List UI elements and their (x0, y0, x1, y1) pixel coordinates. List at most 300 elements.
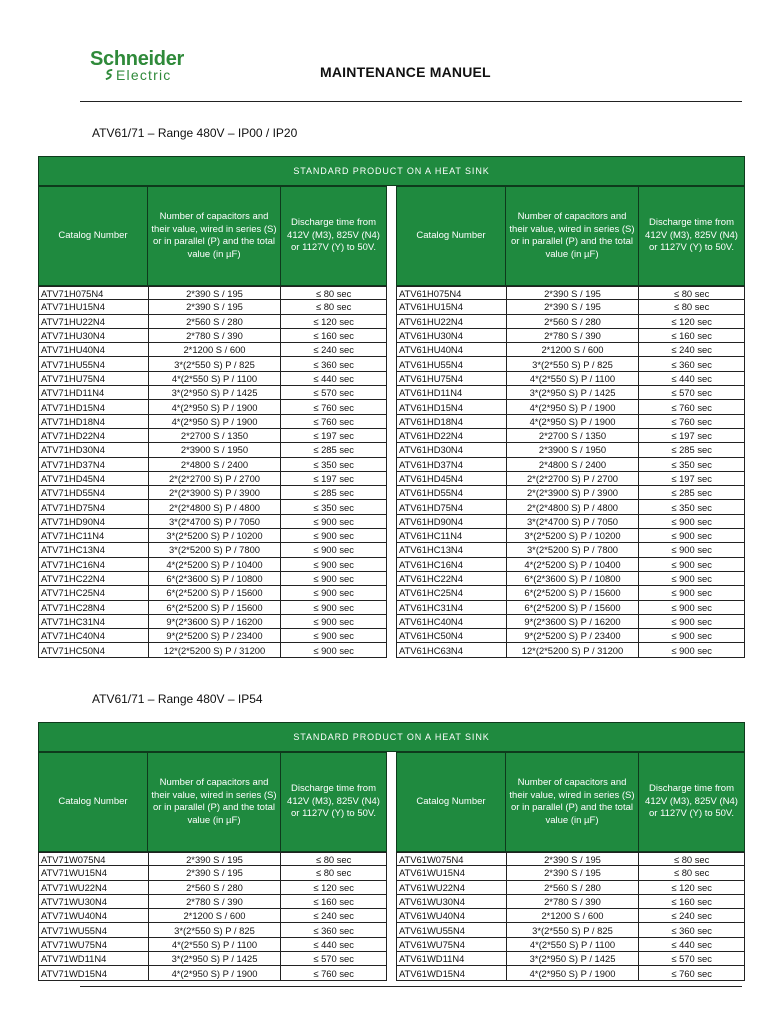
header-capacitors: Number of capacitors and their value, wired in series (S) or in parallel (P) and the total value (in µF) (505, 752, 639, 852)
discharge-time-cell: ≤ 900 sec (281, 615, 387, 628)
catalog-number-cell: ATV61HC31N4 (397, 601, 507, 614)
discharge-time-cell: ≤ 760 sec (281, 966, 387, 979)
discharge-time-cell: ≤ 900 sec (639, 558, 745, 571)
capacitors-cell: 2*390 S / 195 (149, 866, 282, 879)
table-row (39, 500, 387, 514)
catalog-number-cell: ATV61HC40N4 (397, 615, 507, 628)
capacitors-cell: 2*390 S / 195 (149, 287, 282, 299)
discharge-time-cell: ≤ 570 sec (281, 386, 387, 399)
catalog-number-cell: ATV61WU15N4 (397, 866, 507, 879)
table-row (397, 586, 745, 600)
table-row (397, 386, 745, 400)
table-row (39, 429, 387, 443)
table-row (397, 852, 745, 866)
discharge-time-cell: ≤ 160 sec (281, 895, 387, 908)
discharge-time-cell: ≤ 440 sec (281, 372, 387, 385)
catalog-number-cell: ATV61WU22N4 (397, 881, 507, 894)
catalog-number-cell: ATV61HD22N4 (397, 429, 507, 442)
catalog-number-cell: ATV61HD11N4 (397, 386, 507, 399)
discharge-time-cell: ≤ 285 sec (639, 486, 745, 499)
capacitors-cell: 2*1200 S / 600 (149, 909, 282, 922)
logo-wordmark: Schneider (90, 48, 184, 70)
catalog-number-cell: ATV71WD11N4 (39, 952, 149, 965)
section-title-ip00: ATV61/71 – Range 480V – IP00 / IP20 (92, 126, 298, 140)
discharge-time-cell: ≤ 760 sec (281, 400, 387, 413)
capacitors-cell: 2*4800 S / 2400 (507, 458, 640, 471)
table-row (39, 881, 387, 895)
capacitors-cell: 4*(2*950 S) P / 1900 (507, 415, 640, 428)
capacitors-cell: 3*(2*5200 S) P / 10200 (149, 529, 282, 542)
discharge-time-cell: ≤ 120 sec (281, 315, 387, 328)
capacitors-cell: 2*390 S / 195 (507, 300, 640, 313)
table-row (397, 315, 745, 329)
header-catalog-number: Catalog Number (38, 752, 148, 852)
column-header-row (396, 186, 745, 286)
table-body (38, 286, 387, 658)
table-row (397, 343, 745, 357)
discharge-time-cell: ≤ 760 sec (639, 400, 745, 413)
discharge-time-cell: ≤ 240 sec (281, 343, 387, 356)
catalog-number-cell: ATV61HD45N4 (397, 472, 507, 485)
header-discharge-time: Discharge time from 412V (M3), 825V (N4) or 1127V (Y) to 50V. (638, 752, 745, 852)
table-body (396, 286, 745, 658)
discharge-time-cell: ≤ 570 sec (639, 386, 745, 399)
table-row (397, 472, 745, 486)
catalog-number-cell: ATV61HC11N4 (397, 529, 507, 542)
table-row (397, 881, 745, 895)
table-row (397, 357, 745, 371)
capacitors-cell: 4*(2*950 S) P / 1900 (149, 400, 282, 413)
table-left-half (38, 752, 387, 981)
catalog-number-cell: ATV61WU30N4 (397, 895, 507, 908)
table-row (397, 372, 745, 386)
column-header-row (38, 186, 387, 286)
discharge-time-cell: ≤ 760 sec (281, 415, 387, 428)
table-row (397, 601, 745, 615)
table-row (39, 515, 387, 529)
table-row (39, 909, 387, 923)
table-row (397, 329, 745, 343)
catalog-number-cell: ATV71HD45N4 (39, 472, 149, 485)
catalog-number-cell: ATV71WU55N4 (39, 923, 149, 936)
capacitors-cell: 6*(2*5200 S) P / 15600 (149, 586, 282, 599)
table-row (397, 966, 745, 980)
header-discharge-time: Discharge time from 412V (M3), 825V (N4) or 1127V (Y) to 50V. (638, 186, 745, 286)
catalog-number-cell: ATV61HU15N4 (397, 300, 507, 313)
table-row (39, 866, 387, 880)
table-row (397, 543, 745, 557)
capacitors-cell: 3*(2*5200 S) P / 7800 (507, 543, 640, 556)
discharge-time-cell: ≤ 900 sec (639, 629, 745, 642)
table-row (397, 429, 745, 443)
capacitors-cell: 2*2700 S / 1350 (149, 429, 282, 442)
table-row (397, 629, 745, 643)
capacitors-cell: 9*(2*5200 S) P / 23400 (149, 629, 282, 642)
discharge-time-cell: ≤ 440 sec (281, 938, 387, 951)
discharge-time-cell: ≤ 760 sec (639, 415, 745, 428)
capacitors-cell: 9*(2*3600 S) P / 16200 (149, 615, 282, 628)
table-row (39, 643, 387, 657)
header-catalog-number: Catalog Number (38, 186, 148, 286)
discharge-time-cell: ≤ 360 sec (639, 357, 745, 370)
catalog-number-cell: ATV61HC16N4 (397, 558, 507, 571)
catalog-number-cell: ATV71HU30N4 (39, 329, 149, 342)
capacitors-cell: 3*(2*550 S) P / 825 (149, 923, 282, 936)
table-row (397, 529, 745, 543)
table-band-title: STANDARD PRODUCT ON A HEAT SINK (38, 156, 745, 186)
capacitors-cell: 2*1200 S / 600 (507, 343, 640, 356)
catalog-number-cell: ATV61H075N4 (397, 287, 507, 299)
capacitors-cell: 3*(2*950 S) P / 1425 (507, 386, 640, 399)
capacitors-cell: 3*(2*5200 S) P / 10200 (507, 529, 640, 542)
discharge-time-cell: ≤ 900 sec (281, 572, 387, 585)
capacitors-cell: 2*(2*2700 S) P / 2700 (149, 472, 282, 485)
capacitors-cell: 4*(2*5200 S) P / 10400 (507, 558, 640, 571)
discharge-time-cell: ≤ 900 sec (281, 529, 387, 542)
table-row (397, 895, 745, 909)
discharge-time-cell: ≤ 900 sec (639, 601, 745, 614)
discharge-time-cell: ≤ 160 sec (281, 329, 387, 342)
catalog-number-cell: ATV71WU30N4 (39, 895, 149, 908)
catalog-number-cell: ATV71HC31N4 (39, 615, 149, 628)
capacitors-cell: 2*(2*2700 S) P / 2700 (507, 472, 640, 485)
catalog-number-cell: ATV61HC63N4 (397, 643, 507, 656)
header-catalog-number: Catalog Number (396, 186, 506, 286)
capacitors-cell: 9*(2*5200 S) P / 23400 (507, 629, 640, 642)
catalog-number-cell: ATV61WD11N4 (397, 952, 507, 965)
capacitors-cell: 12*(2*5200 S) P / 31200 (507, 643, 640, 656)
table-row (39, 400, 387, 414)
catalog-number-cell: ATV71HU15N4 (39, 300, 149, 313)
capacitors-cell: 3*(2*550 S) P / 825 (507, 357, 640, 370)
catalog-number-cell: ATV61HC50N4 (397, 629, 507, 642)
discharge-time-cell: ≤ 570 sec (639, 952, 745, 965)
discharge-time-cell: ≤ 120 sec (281, 881, 387, 894)
table-row (39, 300, 387, 314)
capacitors-cell: 6*(2*5200 S) P / 15600 (507, 601, 640, 614)
discharge-time-cell: ≤ 120 sec (639, 315, 745, 328)
catalog-number-cell: ATV71HC13N4 (39, 543, 149, 556)
discharge-time-cell: ≤ 80 sec (281, 853, 387, 865)
catalog-number-cell: ATV61HD75N4 (397, 500, 507, 513)
table-row (397, 938, 745, 952)
discharge-time-cell: ≤ 900 sec (639, 643, 745, 656)
capacitors-cell: 2*390 S / 195 (149, 300, 282, 313)
discharge-time-cell: ≤ 440 sec (639, 938, 745, 951)
capacitors-cell: 4*(2*550 S) P / 1100 (149, 372, 282, 385)
capacitors-cell: 3*(2*950 S) P / 1425 (507, 952, 640, 965)
discharge-time-cell: ≤ 197 sec (639, 472, 745, 485)
discharge-time-cell: ≤ 80 sec (639, 287, 745, 299)
capacitors-cell: 3*(2*550 S) P / 825 (507, 923, 640, 936)
catalog-number-cell: ATV61WU75N4 (397, 938, 507, 951)
discharge-time-cell: ≤ 570 sec (281, 952, 387, 965)
discharge-time-cell: ≤ 900 sec (281, 515, 387, 528)
table-row (397, 400, 745, 414)
capacitors-cell: 3*(2*550 S) P / 825 (149, 357, 282, 370)
catalog-number-cell: ATV71HC16N4 (39, 558, 149, 571)
table-right-half (396, 186, 745, 658)
catalog-number-cell: ATV61HU75N4 (397, 372, 507, 385)
table-row (397, 909, 745, 923)
table-row (39, 343, 387, 357)
capacitors-cell: 2*780 S / 390 (149, 895, 282, 908)
catalog-number-cell: ATV71HD18N4 (39, 415, 149, 428)
catalog-number-cell: ATV61W075N4 (397, 853, 507, 865)
capacitors-cell: 2*1200 S / 600 (149, 343, 282, 356)
table-row (39, 472, 387, 486)
catalog-number-cell: ATV71HD11N4 (39, 386, 149, 399)
catalog-number-cell: ATV71WU40N4 (39, 909, 149, 922)
catalog-number-cell: ATV71WU15N4 (39, 866, 149, 879)
catalog-number-cell: ATV71HC25N4 (39, 586, 149, 599)
capacitors-cell: 4*(2*950 S) P / 1900 (507, 966, 640, 979)
table-row (39, 543, 387, 557)
catalog-number-cell: ATV71HC11N4 (39, 529, 149, 542)
discharge-time-cell: ≤ 197 sec (281, 429, 387, 442)
discharge-time-cell: ≤ 900 sec (639, 543, 745, 556)
discharge-time-cell: ≤ 760 sec (639, 966, 745, 979)
catalog-number-cell: ATV71HU75N4 (39, 372, 149, 385)
capacitors-cell: 2*(2*3900 S) P / 3900 (149, 486, 282, 499)
capacitors-cell: 2*390 S / 195 (507, 853, 640, 865)
header-capacitors: Number of capacitors and their value, wired in series (S) or in parallel (P) and the total value (in µF) (147, 186, 281, 286)
table-body (38, 852, 387, 981)
catalog-number-cell: ATV61HC22N4 (397, 572, 507, 585)
table-row (397, 866, 745, 880)
catalog-number-cell: ATV61HD15N4 (397, 400, 507, 413)
discharge-time-cell: ≤ 240 sec (639, 343, 745, 356)
catalog-number-cell: ATV71HD90N4 (39, 515, 149, 528)
table-row (39, 372, 387, 386)
discharge-time-cell: ≤ 80 sec (281, 866, 387, 879)
header-capacitors: Number of capacitors and their value, wired in series (S) or in parallel (P) and the total value (in µF) (147, 752, 281, 852)
schneider-electric-logo (90, 48, 214, 84)
table-row (397, 952, 745, 966)
header-discharge-time: Discharge time from 412V (M3), 825V (N4) or 1127V (Y) to 50V. (280, 752, 387, 852)
discharge-time-cell: ≤ 160 sec (639, 895, 745, 908)
capacitors-cell: 2*780 S / 390 (507, 895, 640, 908)
discharge-time-cell: ≤ 240 sec (639, 909, 745, 922)
table-row (39, 458, 387, 472)
table-row (39, 572, 387, 586)
capacitors-cell: 4*(2*550 S) P / 1100 (507, 938, 640, 951)
table-body (396, 852, 745, 981)
table-row (397, 558, 745, 572)
section-title-ip54: ATV61/71 – Range 480V – IP54 (92, 692, 263, 706)
catalog-number-cell: ATV71HD15N4 (39, 400, 149, 413)
capacitors-cell: 2*(2*4800 S) P / 4800 (507, 500, 640, 513)
catalog-number-cell: ATV61HD55N4 (397, 486, 507, 499)
catalog-number-cell: ATV71HD55N4 (39, 486, 149, 499)
table-row (397, 515, 745, 529)
table-row (39, 529, 387, 543)
table-row (397, 415, 745, 429)
capacitors-cell: 2*1200 S / 600 (507, 909, 640, 922)
column-header-row (396, 752, 745, 852)
catalog-number-cell: ATV61HD37N4 (397, 458, 507, 471)
discharge-time-cell: ≤ 120 sec (639, 881, 745, 894)
discharge-time-cell: ≤ 900 sec (281, 643, 387, 656)
capacitors-cell: 4*(2*5200 S) P / 10400 (149, 558, 282, 571)
discharge-time-cell: ≤ 350 sec (281, 500, 387, 513)
discharge-time-cell: ≤ 350 sec (639, 500, 745, 513)
discharge-time-cell: ≤ 80 sec (639, 866, 745, 879)
capacitors-cell: 2*390 S / 195 (507, 287, 640, 299)
discharge-time-cell: ≤ 197 sec (281, 472, 387, 485)
capacitors-cell: 2*560 S / 280 (149, 881, 282, 894)
capacitors-cell: 9*(2*3600 S) P / 16200 (507, 615, 640, 628)
catalog-number-cell: ATV71H075N4 (39, 287, 149, 299)
table-row (397, 923, 745, 937)
capacitors-cell: 2*560 S / 280 (507, 315, 640, 328)
table-row (39, 966, 387, 980)
discharge-time-cell: ≤ 80 sec (639, 853, 745, 865)
capacitors-cell: 2*560 S / 280 (507, 881, 640, 894)
discharge-time-cell: ≤ 900 sec (639, 572, 745, 585)
discharge-time-cell: ≤ 900 sec (639, 615, 745, 628)
catalog-number-cell: ATV71HC22N4 (39, 572, 149, 585)
discharge-time-cell: ≤ 900 sec (281, 629, 387, 642)
header-discharge-time: Discharge time from 412V (M3), 825V (N4) or 1127V (Y) to 50V. (280, 186, 387, 286)
table-row (397, 458, 745, 472)
discharge-time-cell: ≤ 900 sec (281, 558, 387, 571)
discharge-time-cell: ≤ 360 sec (281, 923, 387, 936)
table-row (39, 601, 387, 615)
table-row (39, 329, 387, 343)
logo-mark-icon (104, 69, 115, 80)
logo-subtitle: Electric (116, 67, 172, 83)
capacitors-cell: 3*(2*4700 S) P / 7050 (149, 515, 282, 528)
table-row (397, 615, 745, 629)
table-row (39, 286, 387, 300)
table-row (397, 443, 745, 457)
catalog-number-cell: ATV61HU22N4 (397, 315, 507, 328)
capacitors-cell: 2*(2*3900 S) P / 3900 (507, 486, 640, 499)
capacitors-cell: 6*(2*5200 S) P / 15600 (507, 586, 640, 599)
table-row (39, 852, 387, 866)
discharge-time-cell: ≤ 197 sec (639, 429, 745, 442)
capacitors-cell: 6*(2*3600 S) P / 10800 (149, 572, 282, 585)
discharge-time-cell: ≤ 900 sec (639, 515, 745, 528)
capacitors-cell: 4*(2*950 S) P / 1900 (149, 966, 282, 979)
discharge-time-cell: ≤ 285 sec (281, 443, 387, 456)
catalog-number-cell: ATV71W075N4 (39, 853, 149, 865)
footer-rule (80, 986, 742, 987)
table-row (39, 586, 387, 600)
column-header-row (38, 752, 387, 852)
capacitors-cell: 2*390 S / 195 (507, 866, 640, 879)
capacitors-cell: 2*390 S / 195 (149, 853, 282, 865)
catalog-number-cell: ATV71HC50N4 (39, 643, 149, 656)
catalog-number-cell: ATV71WU75N4 (39, 938, 149, 951)
table-row (397, 300, 745, 314)
catalog-number-cell: ATV71WD15N4 (39, 966, 149, 979)
table-row (397, 500, 745, 514)
capacitors-cell: 3*(2*950 S) P / 1425 (149, 952, 282, 965)
catalog-number-cell: ATV61WD15N4 (397, 966, 507, 979)
table-row (39, 895, 387, 909)
table-row (39, 558, 387, 572)
discharge-time-cell: ≤ 350 sec (281, 458, 387, 471)
document-title: MAINTENANCE MANUEL (320, 64, 491, 80)
discharge-time-cell: ≤ 900 sec (639, 529, 745, 542)
capacitors-cell: 3*(2*950 S) P / 1425 (149, 386, 282, 399)
discharge-time-cell: ≤ 80 sec (281, 287, 387, 299)
table-row (397, 486, 745, 500)
table-row (397, 572, 745, 586)
catalog-number-cell: ATV71HU40N4 (39, 343, 149, 356)
table-row (39, 315, 387, 329)
header-rule (80, 101, 742, 102)
capacitors-cell: 2*3900 S / 1950 (149, 443, 282, 456)
discharge-time-cell: ≤ 360 sec (281, 357, 387, 370)
capacitors-cell: 4*(2*550 S) P / 1100 (149, 938, 282, 951)
catalog-number-cell: ATV71HU22N4 (39, 315, 149, 328)
table-row (39, 923, 387, 937)
table-band-title: STANDARD PRODUCT ON A HEAT SINK (38, 722, 745, 752)
table-row (397, 643, 745, 657)
catalog-number-cell: ATV61WU55N4 (397, 923, 507, 936)
capacitors-cell: 4*(2*550 S) P / 1100 (507, 372, 640, 385)
catalog-number-cell: ATV61HC13N4 (397, 543, 507, 556)
table-row (39, 615, 387, 629)
discharge-time-cell: ≤ 900 sec (281, 543, 387, 556)
table-row (39, 938, 387, 952)
discharge-time-cell: ≤ 360 sec (639, 923, 745, 936)
capacitors-cell: 2*3900 S / 1950 (507, 443, 640, 456)
catalog-number-cell: ATV71HC40N4 (39, 629, 149, 642)
table-row (39, 629, 387, 643)
capacitors-cell: 3*(2*5200 S) P / 7800 (149, 543, 282, 556)
table-right-half (396, 752, 745, 981)
capacitors-cell: 12*(2*5200 S) P / 31200 (149, 643, 282, 656)
catalog-number-cell: ATV71HD37N4 (39, 458, 149, 471)
discharge-time-cell: ≤ 440 sec (639, 372, 745, 385)
table-row (397, 286, 745, 300)
capacitors-cell: 2*780 S / 390 (149, 329, 282, 342)
catalog-number-cell: ATV61HD90N4 (397, 515, 507, 528)
discharge-time-cell: ≤ 240 sec (281, 909, 387, 922)
catalog-number-cell: ATV61HD30N4 (397, 443, 507, 456)
capacitors-cell: 6*(2*5200 S) P / 15600 (149, 601, 282, 614)
catalog-number-cell: ATV61WU40N4 (397, 909, 507, 922)
table-row (39, 486, 387, 500)
catalog-number-cell: ATV61HU40N4 (397, 343, 507, 356)
capacitors-cell: 4*(2*950 S) P / 1900 (149, 415, 282, 428)
discharge-time-cell: ≤ 80 sec (281, 300, 387, 313)
capacitors-cell: 2*2700 S / 1350 (507, 429, 640, 442)
catalog-number-cell: ATV71HU55N4 (39, 357, 149, 370)
capacitors-cell: 6*(2*3600 S) P / 10800 (507, 572, 640, 585)
discharge-time-cell: ≤ 285 sec (639, 443, 745, 456)
table-left-half (38, 186, 387, 658)
table-row (39, 443, 387, 457)
catalog-number-cell: ATV71HC28N4 (39, 601, 149, 614)
capacitors-cell: 2*780 S / 390 (507, 329, 640, 342)
table-row (39, 952, 387, 966)
catalog-number-cell: ATV71WU22N4 (39, 881, 149, 894)
table-row (39, 415, 387, 429)
table-row (39, 386, 387, 400)
catalog-number-cell: ATV61HU55N4 (397, 357, 507, 370)
discharge-time-cell: ≤ 160 sec (639, 329, 745, 342)
header-capacitors: Number of capacitors and their value, wired in series (S) or in parallel (P) and the total value (in µF) (505, 186, 639, 286)
capacitors-cell: 2*(2*4800 S) P / 4800 (149, 500, 282, 513)
catalog-number-cell: ATV61HC25N4 (397, 586, 507, 599)
discharge-time-cell: ≤ 900 sec (281, 586, 387, 599)
discharge-time-cell: ≤ 900 sec (281, 601, 387, 614)
